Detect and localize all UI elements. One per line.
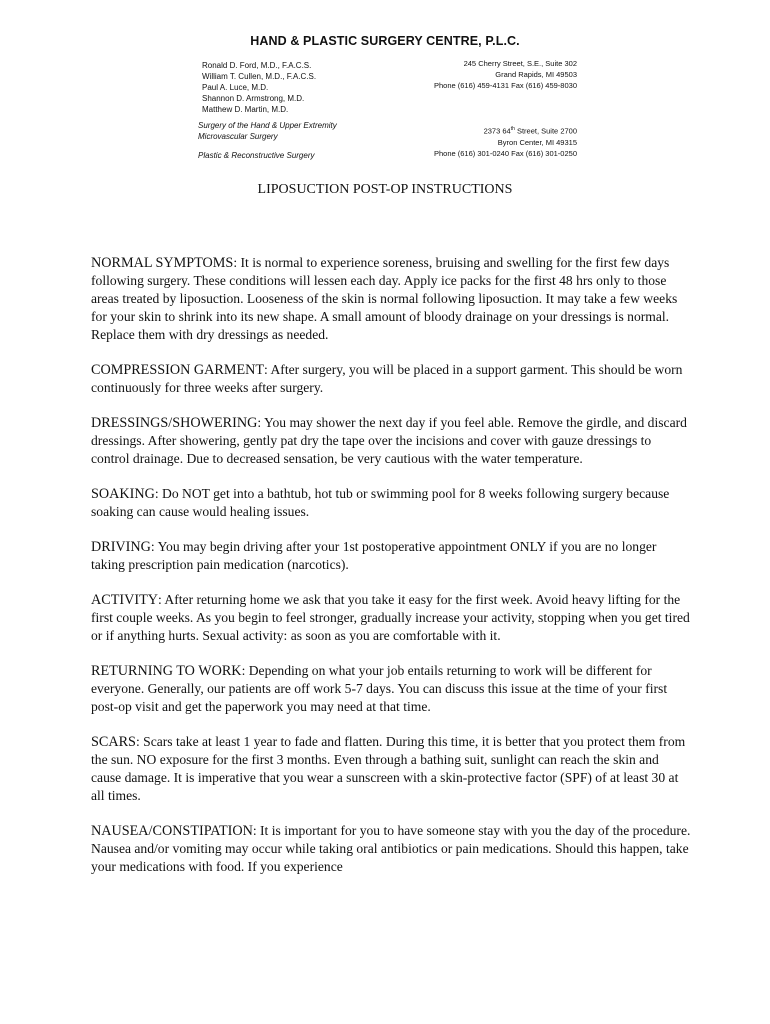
section-text: : It is normal to experience soreness, bruising and swelling for the first few days following surgery. These conditions will lessen each day. Apply ice packs for the first 48 hrs only to those areas treated by liposuction. Looseness of the skin is normal following liposuction. It may take a few weeks for your skin to shrink into its new shape. A small amount of bloody drainage on your dressings is normal. Replace them with dry dressings as needed. — [91, 255, 678, 342]
section-dressings-showering — [91, 414, 691, 468]
office-address-byron-center — [434, 124, 577, 159]
section-heading: NORMAL SYMPTOMS — [91, 255, 234, 271]
section-nausea-constipation — [91, 822, 691, 876]
section-heading: RETURNING TO WORK — [91, 663, 242, 679]
office-street: 245 Cherry Street, S.E., Suite 302 — [463, 59, 577, 68]
section-heading: DRESSINGS/SHOWERING — [91, 415, 258, 431]
section-compression-garment — [91, 361, 691, 397]
section-returning-to-work — [91, 662, 691, 716]
office-city: Grand Rapids, MI 49503 — [495, 70, 577, 79]
section-heading: DRIVING — [91, 539, 151, 555]
document-title: LIPOSUCTION POST-OP INSTRUCTIONS — [257, 182, 513, 197]
section-text: : You may begin driving after your 1st postoperative appointment ONLY if you are no longer taking prescription pain medication (narcotics). — [91, 539, 657, 572]
office-phone: Phone (616) 459-4131 Fax (616) 459-8030 — [433, 81, 577, 90]
section-text: : Do NOT get into a bathtub, hot tub or swimming pool for 8 weeks following surgery because soaking can cause would healing issues. — [91, 486, 670, 519]
office-phone: Phone (616) 301-0240 Fax (616) 301-0250 — [433, 148, 577, 158]
section-text: : Scars take at least 1 year to fade and flatten. During this time, it is better that you protect them from the sun. NO exposure for the first 3 months. Even through a bathing suit, sunlight can reach the skin and cause damage. It is imperative that you wear a sunscreen with a skin-protective factor (SPF) of at least 30 at all times. — [91, 734, 686, 803]
street-name: Street, Suite 2700 — [514, 126, 577, 136]
section-text: : After surgery, you will be placed in a support garment. This should be worn continuously for three weeks after surgery. — [91, 362, 683, 395]
section-activity — [91, 591, 691, 645]
office-street — [434, 124, 577, 137]
physician-name: Shannon D. Armstrong, M.D. — [202, 94, 305, 103]
physician-name: Paul A. Luce, M.D. — [202, 83, 269, 92]
office-address-grand-rapids — [434, 58, 577, 91]
section-heading: COMPRESSION GARMENT — [91, 362, 265, 378]
section-heading: ACTIVITY — [91, 592, 158, 608]
physician-list — [202, 60, 316, 115]
section-scars — [91, 733, 691, 805]
section-text: : Depending on what your job entails returning to work will be different for everyone. Generally, our patients are off work 5-7 days. You can discuss this issue at the time of your first post-op visit and get the paperwork you may need at that time. — [91, 663, 668, 714]
street-ordinal: th — [510, 126, 515, 132]
section-text: : You may shower the next day if you feel able. Remove the girdle, and discard dressings. After showering, gently pat dry the tape over the incisions and cover with gauze dressings to control drainage. Due to decreased sensation, be very cautious with the water temperature. — [91, 415, 687, 466]
office-city: Byron Center, MI 49315 — [497, 137, 577, 147]
physician-name: William T. Cullen, M.D., F.A.C.S. — [202, 72, 317, 81]
section-text: : After returning home we ask that you take it easy for the first week. Avoid heavy lifting for the first couple weeks. As you begin to feel stronger, gradually increase your activity, stopping when you get tired or if anything hurts. Sexual activity: as soon as you are comfortable with it. — [91, 592, 690, 643]
specialty: Plastic & Reconstructive Surgery — [198, 151, 315, 160]
specialty-list — [198, 120, 337, 161]
section-text: : It is important for you to have someone stay with you the day of the procedure. Nausea and/or vomiting may occur while taking oral antibiotics or pain medications. Should this happen, take your medications with food. If you experience — [91, 823, 691, 874]
physician-name: Ronald D. Ford, M.D., F.A.C.S. — [202, 61, 312, 70]
specialty: Microvascular Surgery — [198, 132, 278, 141]
street-number: 2373 64 — [483, 126, 511, 136]
section-heading: SCARS — [91, 734, 136, 750]
section-heading: SOAKING — [91, 486, 155, 502]
section-heading: NAUSEA/CONSTIPATION — [91, 823, 253, 839]
specialty: Surgery of the Hand & Upper Extremity — [198, 121, 337, 130]
section-normal-symptoms — [91, 254, 691, 344]
practice-name: HAND & PLASTIC SURGERY CENTRE, P.L.C. — [250, 34, 520, 48]
section-driving — [91, 538, 691, 574]
instructions-body — [91, 254, 691, 893]
physician-name: Matthew D. Martin, M.D. — [202, 105, 289, 114]
section-soaking — [91, 485, 691, 521]
